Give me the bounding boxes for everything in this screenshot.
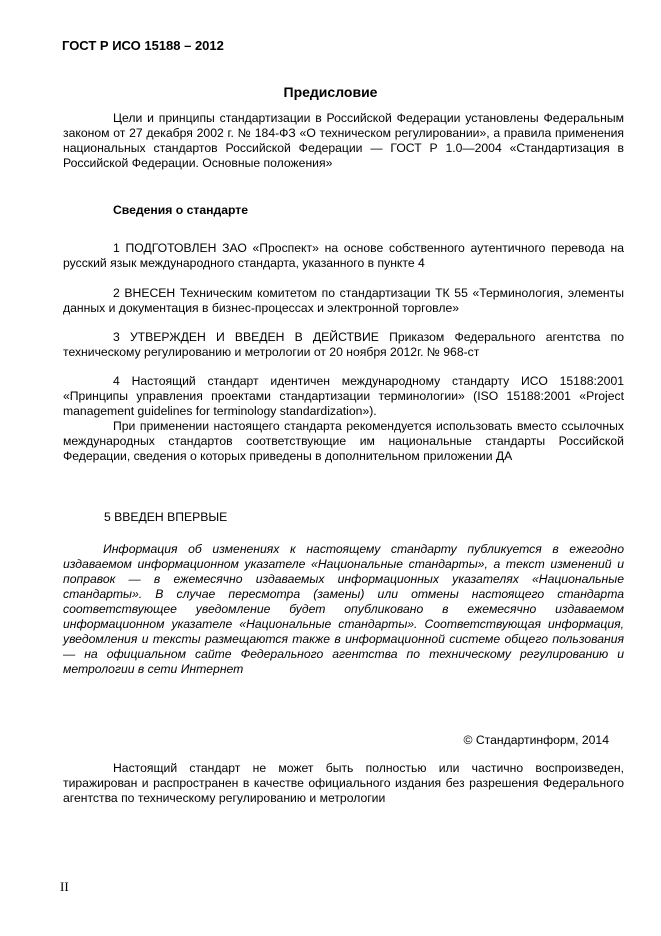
info-item-4: 4 Настоящий стандарт идентичен международному стандарту ИСО 15188:2001 «Принципы управления проектами стандартизации терминологии» (ISO 15188:2001 «Project management guidelines for terminology standardization»). <box>63 374 624 418</box>
preface-intro: Цели и принципы стандартизации в Российской Федерации установлены Федеральным законом от 27 декабря 2002 г. № 184-ФЗ «О техническом регулировании», а правила применения национальных стандартов Российской Федерации — ГОСТ Р 1.0—2004 «Стандартизация в Российской Федерации. Основные положения» <box>63 111 624 170</box>
document-header: ГОСТ Р ИСО 15188 – 2012 <box>62 38 224 53</box>
preface-title: Предисловие <box>283 84 378 100</box>
info-item-4-note: При применении настоящего стандарта рекомендуется использовать вместо ссылочных международных стандартов соответствующие им национальные стандарты Российской Федерации, сведения о которых приведены в дополнительном приложении ДА <box>63 419 624 463</box>
reproduction-notice: Настоящий стандарт не может быть полностью или частично воспроизведен, тиражирован и распространен в качестве официального издания без разрешения Федерального агентства по техническому регулированию и метрологии <box>63 761 624 805</box>
info-item-2: 2 ВНЕСЕН Техническим комитетом по стандартизации ТК 55 «Терминология, элементы данных и документация в бизнес-процессах и электронной торговле» <box>63 286 624 315</box>
changes-notice: Информация об изменениях к настоящему стандарту публикуется в ежегодно издаваемом информационном указателе «Национальные стандарты», а текст изменений и поправок — в ежемесячно издаваемых информационных указателях «Национальные стандарты». В случае пересмотра (замены) или отмены настоящего стандарта соответствующее уведомление будет опубликовано в ежемесячно издаваемом информационном указателе «Национальные стандарты». Соответствующая информация, уведомления и тексты размещаются также в информационной системе общего пользования — на официальном сайте Федерального агентства по техническому регулированию и метрологии в сети Интернет <box>63 542 624 676</box>
info-item-3: 3 УТВЕРЖДЕН И ВВЕДЕН В ДЕЙСТВИЕ Приказом Федерального агентства по техническому регулированию и метрологии от 20 ноября 2012г. № 968-ст <box>63 330 624 359</box>
standard-info-heading: Сведения о стандарте <box>113 203 249 217</box>
info-item-5: 5 ВВЕДЕН ВПЕРВЫЕ <box>104 510 228 524</box>
copyright: © Стандартинформ, 2014 <box>463 733 609 747</box>
page-number: II <box>60 879 69 894</box>
info-item-1: 1 ПОДГОТОВЛЕН ЗАО «Проспект» на основе собственного аутентичного перевода на русский язык международного стандарта, указанного в пункте 4 <box>63 241 624 270</box>
